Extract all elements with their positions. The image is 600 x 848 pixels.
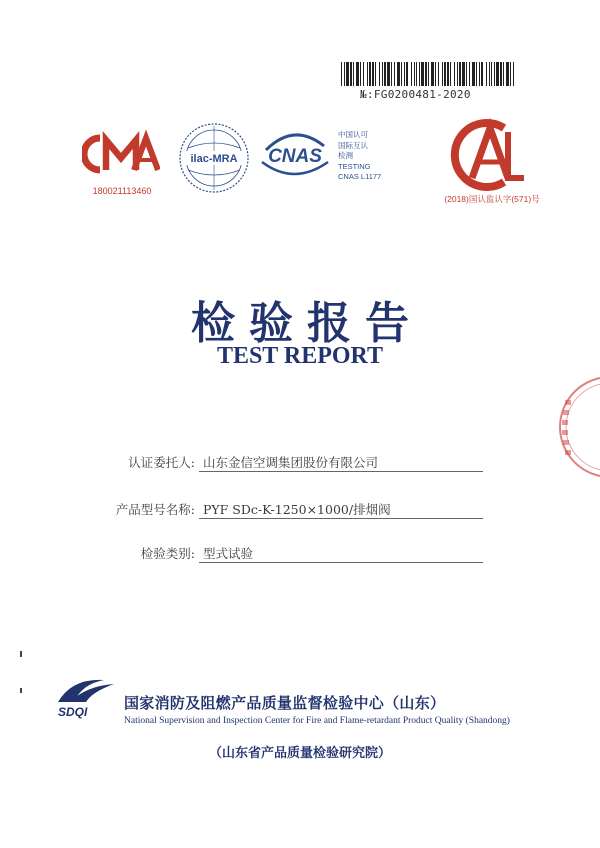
field-value-category: 型式试验 <box>203 546 254 561</box>
barcode-bar <box>489 62 490 86</box>
barcode-bar <box>397 62 400 86</box>
barcode-bar <box>394 62 395 86</box>
cnas-line: TESTING <box>338 161 371 171</box>
barcode-bar <box>387 62 390 86</box>
cnas-line: 中国认可 <box>338 130 368 139</box>
barcode-bar <box>472 62 475 86</box>
cma-logo-icon <box>82 126 160 182</box>
cnas-line: 国际互认 <box>338 140 368 150</box>
barcode-bar <box>476 62 477 86</box>
barcode-bar <box>404 62 405 86</box>
field-label-category: 检验类别: <box>140 546 195 561</box>
field-value-client: 山东金信空调集团股份有限公司 <box>203 455 379 470</box>
barcode <box>340 62 518 86</box>
organization-subname: （山东省产品质量检验研究院） <box>208 746 391 761</box>
sdqi-logo-icon <box>52 672 118 720</box>
barcode-bar <box>372 62 374 86</box>
barcode-bar <box>447 62 449 86</box>
cnas-line: 检测 <box>338 151 353 160</box>
cnas-text: CNAS <box>268 146 322 167</box>
barcode-bar <box>457 62 458 86</box>
barcode-bar <box>411 62 412 86</box>
field-label-client: 认证委托人: <box>128 455 195 470</box>
field-underline <box>199 562 483 563</box>
barcode-bar <box>384 62 386 86</box>
barcode-bar <box>510 62 511 86</box>
field-underline <box>199 518 483 519</box>
barcode-bar <box>513 62 514 86</box>
field-underline <box>199 471 483 472</box>
cal-logo-icon <box>446 118 528 192</box>
barcode-bar <box>491 62 492 86</box>
cnas-line: CNAS L1177 <box>338 172 382 181</box>
barcode-bar <box>503 62 504 86</box>
barcode-bar <box>391 62 392 86</box>
barcode-bar <box>486 62 487 86</box>
barcode-bar <box>363 62 364 86</box>
cal-code: (2018)国认监认字(571)号 <box>444 194 540 204</box>
scan-mark <box>20 688 22 693</box>
barcode-bar <box>494 62 495 86</box>
barcode-bar <box>496 62 499 86</box>
barcode-bar <box>356 62 359 86</box>
barcode-bar <box>500 62 502 86</box>
barcode-bar <box>450 62 451 86</box>
barcode-bar <box>416 62 417 86</box>
cnas-logo-icon <box>258 128 332 182</box>
barcode-bar <box>369 62 371 86</box>
title-chinese: 检验报告 <box>191 298 423 349</box>
barcode-bar <box>406 62 408 86</box>
scan-mark <box>20 651 22 657</box>
barcode-bar <box>360 62 361 86</box>
barcode-bar <box>350 62 352 86</box>
barcode-bar <box>506 62 509 86</box>
barcode-bar <box>438 62 439 86</box>
barcode-bar <box>462 62 465 86</box>
barcode-bar <box>375 62 376 86</box>
barcode-bar <box>466 62 467 86</box>
sdqi-text: SDQI <box>58 705 88 719</box>
barcode-bar <box>421 62 424 86</box>
organization-name-english: National Supervision and Inspection Center for Fire and Flame-retardant Product Quality (Shandong) <box>124 716 510 726</box>
barcode-bar <box>428 62 429 86</box>
cma-code: 180021113460 <box>92 186 152 196</box>
barcode-bar <box>401 62 402 86</box>
barcode-bar <box>367 62 368 86</box>
barcode-bar <box>479 62 480 86</box>
barcode-bar <box>346 62 349 86</box>
title-english: TEST REPORT <box>216 343 384 369</box>
barcode-bar <box>459 62 461 86</box>
ilac-text: ilac-MRA <box>190 153 238 165</box>
barcode-bar <box>444 62 446 86</box>
barcode-bar <box>431 62 434 86</box>
barcode-bar <box>344 62 345 86</box>
barcode-bar <box>379 62 380 86</box>
barcode-bar <box>382 62 383 86</box>
ilac-mra-logo-icon <box>176 120 252 196</box>
barcode-bar <box>435 62 436 86</box>
barcode-bar <box>442 62 443 86</box>
seal-stamp-icon <box>548 372 600 482</box>
barcode-bar <box>353 62 354 86</box>
barcode-bar <box>341 62 342 86</box>
field-value-product: PYF SDc-K-1250×1000/排烟阀 <box>203 502 391 517</box>
report-number: №:FG0200481-2020 <box>360 88 471 101</box>
cnas-info <box>338 130 408 183</box>
barcode-bar <box>414 62 415 86</box>
barcode-bar <box>425 62 427 86</box>
barcode-bar <box>469 62 470 86</box>
organization-name-chinese: 国家消防及阻燃产品质量监督检验中心（山东） <box>124 694 446 712</box>
barcode-bar <box>419 62 420 86</box>
barcode-bar <box>454 62 455 86</box>
barcode-bar <box>481 62 483 86</box>
field-label-product: 产品型号名称: <box>115 502 195 517</box>
